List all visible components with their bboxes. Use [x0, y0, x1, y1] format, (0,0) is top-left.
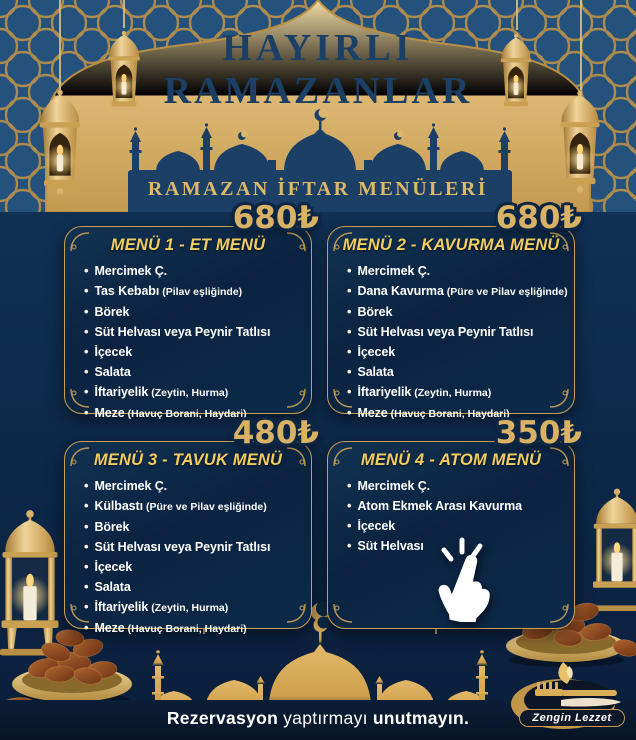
bullet-icon: •	[347, 283, 352, 298]
corner-ornament-icon	[331, 601, 355, 625]
corner-ornament-icon	[331, 230, 355, 254]
bullet-icon: •	[347, 405, 352, 420]
bullet-icon: •	[347, 324, 352, 339]
bullet-icon: •	[347, 498, 352, 513]
menu-item: • Mercimek Ç.	[347, 263, 430, 278]
logo-text: Zengin Lezzet	[519, 709, 625, 727]
menu-item: • İçecek	[347, 518, 396, 533]
bullet-icon: •	[347, 263, 352, 278]
menu-item: • İftariyelik (Zeytin, Hurma)	[347, 384, 492, 399]
menu-card-et	[64, 200, 319, 420]
tap-hand-icon	[414, 530, 498, 622]
bullet-icon: •	[84, 620, 89, 635]
corner-ornament-icon	[331, 445, 355, 469]
menu-card-atom	[327, 415, 582, 629]
bullet-icon: •	[347, 518, 352, 533]
bullet-icon: •	[84, 599, 89, 614]
bullet-icon: •	[84, 539, 89, 554]
bullet-icon: •	[84, 579, 89, 594]
corner-ornament-icon	[68, 445, 92, 469]
menu-item: • Külbastı (Püre ve Pilav eşliğinde)	[84, 498, 267, 513]
menu-item-list	[328, 261, 574, 424]
menu-item: • Börek	[347, 304, 393, 319]
footer-normal: yaptırmayı	[283, 708, 368, 728]
bullet-icon: •	[347, 538, 352, 553]
footer-bold2: unutmayın.	[372, 708, 470, 728]
menu-item: • İçecek	[84, 559, 133, 574]
menu-card-tavuk	[64, 415, 319, 635]
menu-item: • İftariyelik (Zeytin, Hurma)	[84, 599, 229, 614]
poster-subtitle: RAMAZAN İFTAR MENÜLERİ	[147, 178, 489, 200]
bullet-icon: •	[84, 478, 89, 493]
menu-item: • Atom Ekmek Arası Kavurma	[347, 498, 523, 513]
menu-item: • Süt Helvası veya Peynir Tatlısı	[347, 324, 534, 339]
price-badge: 480₺	[232, 415, 319, 451]
price-badge: 350₺	[495, 415, 582, 451]
menu-item: • Börek	[84, 519, 130, 534]
menu-item: • İftariyelik (Zeytin, Hurma)	[84, 384, 229, 399]
menu-item: • Dana Kavurma (Püre ve Pilav eşliğinde)	[347, 283, 568, 298]
menu-title: MENÜ 3 - TAVUK MENÜ	[93, 451, 283, 469]
corner-ornament-icon	[68, 230, 92, 254]
corner-ornament-icon	[284, 386, 308, 410]
bullet-icon: •	[84, 559, 89, 574]
bullet-icon: •	[84, 304, 89, 319]
lantern-string	[123, 0, 125, 28]
bullet-icon: •	[84, 384, 89, 399]
menu-item: • Meze (Havuç Borani, Haydari)	[84, 620, 247, 635]
bullet-icon: •	[84, 263, 89, 278]
bullet-icon: •	[84, 364, 89, 379]
footer-bold1: Rezervasyon	[166, 708, 279, 728]
bullet-icon: •	[347, 344, 352, 359]
bullet-icon: •	[84, 498, 89, 513]
menu-title: MENÜ 1 - ET MENÜ	[110, 236, 266, 254]
menu-item: • Mercimek Ç.	[84, 478, 167, 493]
bullet-icon: •	[347, 304, 352, 319]
corner-ornament-icon	[547, 386, 571, 410]
bullet-icon: •	[347, 384, 352, 399]
corner-ornament-icon	[331, 386, 355, 410]
price-badge: 680₺	[232, 200, 319, 236]
menu-item: • Mercimek Ç.	[84, 263, 167, 278]
menu-card-kavurma	[327, 200, 582, 420]
bullet-icon: •	[84, 283, 89, 298]
poster-title-line1: HAYIRLI	[222, 27, 414, 69]
menu-item: • Salata	[84, 364, 131, 379]
corner-ornament-icon	[284, 601, 308, 625]
poster-title-line2: RAMAZANLAR	[163, 70, 473, 112]
menu-item: • Mercimek Ç.	[347, 478, 430, 493]
menu-item: • İçecek	[347, 344, 396, 359]
menu-item: • Tas Kebabı (Pilav eşliğinde)	[84, 283, 243, 298]
menu-item: • Meze (Havuç Borani, Haydari)	[347, 405, 510, 420]
poster-title	[0, 26, 636, 112]
menu-title: MENÜ 2 - KAVURMA MENÜ	[342, 236, 560, 254]
menu-item: • Süt Helvası veya Peynir Tatlısı	[84, 539, 271, 554]
menu-item: • Süt Helvası veya Peynir Tatlısı	[84, 324, 271, 339]
corner-ornament-icon	[547, 601, 571, 625]
menu-title: MENÜ 4 - ATOM MENÜ	[360, 451, 542, 469]
menu-item: • Salata	[347, 364, 394, 379]
corner-ornament-icon	[68, 386, 92, 410]
menu-item: • Süt Helvası	[347, 538, 424, 553]
menu-item: • Salata	[84, 579, 131, 594]
bullet-icon: •	[84, 344, 89, 359]
corner-ornament-icon	[68, 601, 92, 625]
menu-item-list	[65, 476, 311, 639]
menu-item: • Börek	[84, 304, 130, 319]
menu-item: • İçecek	[84, 344, 133, 359]
bullet-icon: •	[84, 405, 89, 420]
price-badge: 680₺	[495, 200, 582, 236]
bullet-icon: •	[84, 324, 89, 339]
menu-item-list	[65, 261, 311, 424]
bullet-icon: •	[84, 519, 89, 534]
menu-item: • Meze (Havuç Borani, Haydari)	[84, 405, 247, 420]
bullet-icon: •	[347, 364, 352, 379]
bullet-icon: •	[347, 478, 352, 493]
